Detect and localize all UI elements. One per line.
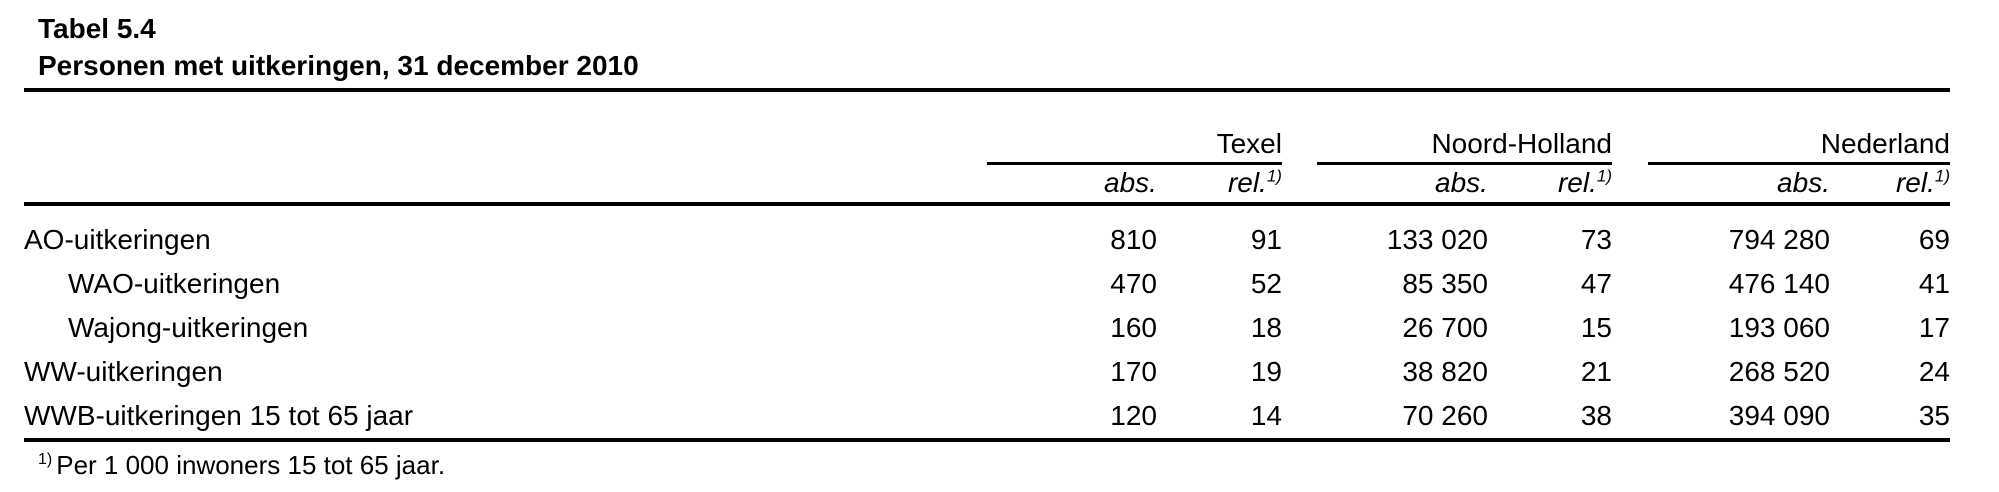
group-spacer — [1612, 164, 1648, 205]
table-cell: 85 350 — [1402, 268, 1488, 299]
group-spacer — [1282, 306, 1317, 350]
table-cell: 170 — [1110, 356, 1157, 387]
table-cell: 38 — [1488, 394, 1612, 440]
table-cell: 26 700 — [1402, 312, 1488, 343]
group-spacer — [1612, 92, 1648, 164]
footnote-marker: 1) — [1596, 166, 1612, 186]
table-cell: 41 — [1918, 268, 1950, 299]
table-row-ww — [24, 350, 1950, 394]
column-group-texel: Texel — [987, 92, 1282, 164]
group-spacer — [1282, 394, 1317, 440]
table-number: Tabel 5.4 — [38, 13, 156, 44]
table-cell: 15 — [1580, 312, 1612, 343]
column-group-row — [24, 92, 1950, 164]
col-header-nh-abs: abs. — [1317, 164, 1488, 205]
col-header-nh-rel: rel.$^{1)}$ — [1488, 164, 1612, 205]
table-cell: 52 — [1250, 268, 1282, 299]
table-cell: 47 — [1580, 268, 1612, 299]
row-label: WAO-uitkeringen — [68, 268, 281, 299]
group-spacer — [1282, 164, 1317, 205]
table-cell: 35 — [1830, 394, 1950, 440]
table-cell: 14 — [1157, 394, 1282, 440]
table-cell: 268 520 — [1728, 356, 1830, 387]
group-spacer — [1282, 204, 1317, 262]
table-cell: 70 260 — [1317, 394, 1488, 440]
column-group-noord-holland: Noord-Holland — [1317, 92, 1612, 164]
table-cell: 470 — [1110, 268, 1157, 299]
col-header-texel-abs: abs. — [987, 164, 1157, 205]
table-cell: 120 — [987, 394, 1157, 440]
table-cell: 69 — [1918, 224, 1950, 255]
table-cell: 73 — [1580, 224, 1612, 255]
footnote-marker: 1) — [38, 451, 53, 469]
sub-header-row — [24, 164, 1950, 205]
row-label: Wajong-uitkeringen — [68, 312, 309, 343]
table-cell: 17 — [1918, 312, 1950, 343]
group-spacer — [1612, 204, 1648, 262]
empty-corner-cell — [24, 92, 987, 164]
group-spacer — [1612, 262, 1648, 306]
group-spacer — [1282, 350, 1317, 394]
table-title: Personen met uitkeringen, 31 december 2010 — [38, 50, 639, 81]
table-row-wwb — [24, 394, 1950, 440]
row-label: WWB-uitkeringen 15 tot 65 jaar — [24, 394, 987, 440]
footnote-marker: 1) — [1934, 166, 1950, 186]
table-row-ao — [24, 204, 1950, 262]
table-cell: 91 — [1250, 224, 1282, 255]
group-spacer — [1612, 394, 1648, 440]
table-cell: 24 — [1918, 356, 1950, 387]
table-cell: 160 — [1110, 312, 1157, 343]
col-header-ned-abs: abs. — [1648, 164, 1830, 205]
row-label: WW-uitkeringen — [24, 356, 223, 387]
table-cell: 133 020 — [1386, 224, 1488, 255]
table-title-block — [38, 10, 1950, 84]
table-cell: 794 280 — [1728, 224, 1830, 255]
table-cell: 18 — [1250, 312, 1282, 343]
table-cell: 38 820 — [1402, 356, 1488, 387]
table-cell: 19 — [1250, 356, 1282, 387]
table-cell: 193 060 — [1728, 312, 1830, 343]
col-header-ned-rel: rel.$^{1)}$ — [1830, 164, 1950, 205]
group-spacer — [1282, 262, 1317, 306]
footnote-marker: 1) — [1266, 166, 1282, 186]
table-cell: 394 090 — [1648, 394, 1830, 440]
group-spacer — [1282, 92, 1317, 164]
group-spacer — [1612, 350, 1648, 394]
table-cell: 810 — [1110, 224, 1157, 255]
table-row-wajong — [24, 306, 1950, 350]
col-header-texel-rel: rel.$^{1)}$ — [1157, 164, 1282, 205]
group-spacer — [1612, 306, 1648, 350]
table-footnote — [38, 448, 1950, 482]
row-label: AO-uitkeringen — [24, 224, 211, 255]
table-row-wao — [24, 262, 1950, 306]
footnote-text: Per 1 000 inwoners 15 tot 65 jaar. — [56, 450, 446, 480]
table-cell: 21 — [1580, 356, 1612, 387]
statistics-table — [24, 92, 1950, 442]
table-cell: 476 140 — [1728, 268, 1830, 299]
column-group-nederland: Nederland — [1648, 92, 1950, 164]
empty-corner-cell — [24, 164, 987, 205]
